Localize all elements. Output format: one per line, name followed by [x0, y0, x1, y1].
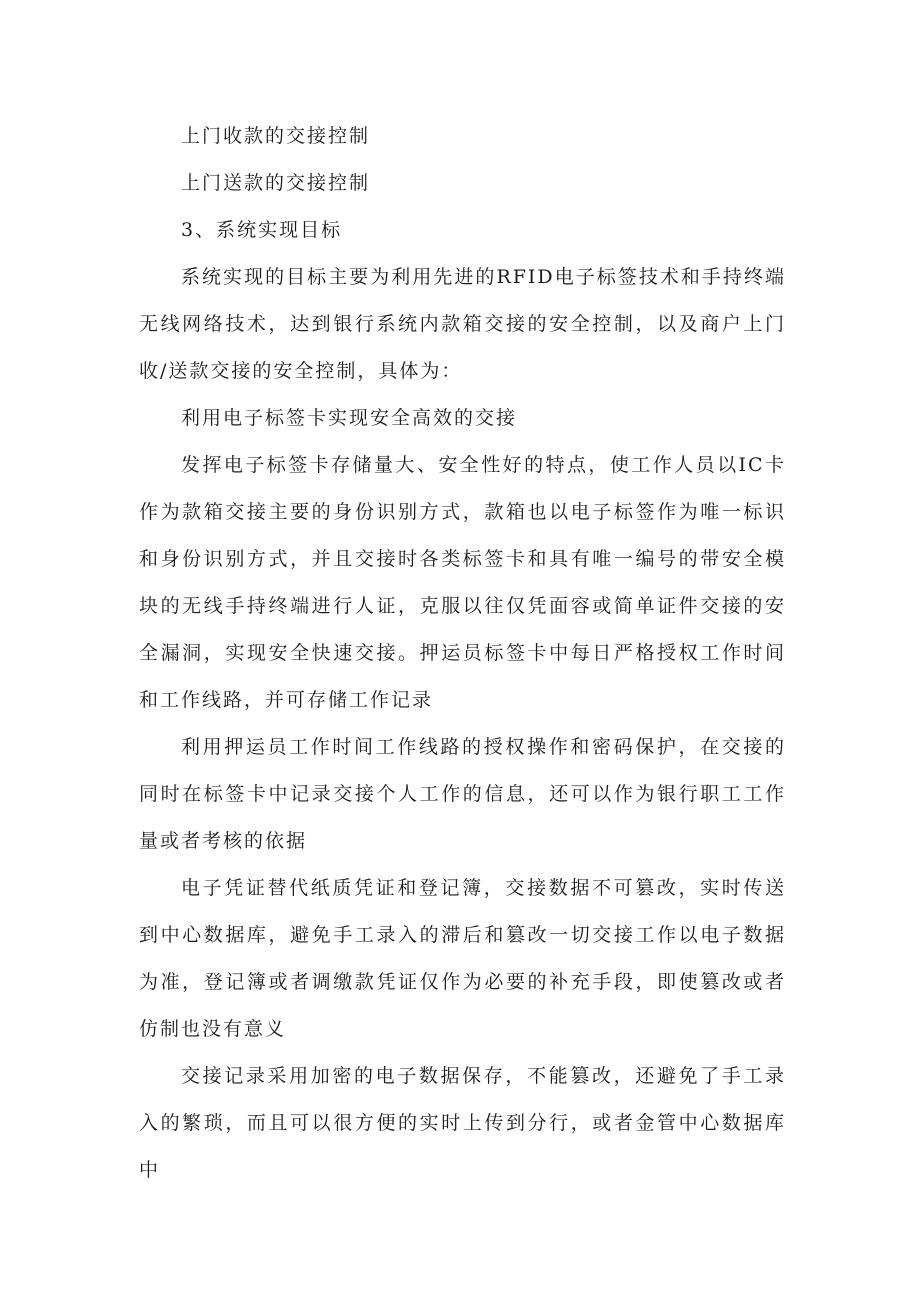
paragraph-encrypted-records: 交接记录采用加密的电子数据保存，不能篡改，还避免了手工录入的繁琐，而且可以很方便的实时上传到分行，或者金管中心数据库中 — [139, 1065, 786, 1181]
paragraph-authorization: 利用押运员工作时间工作线路的授权操作和密码保护，在交接的同时在标签卡中记录交接个人工作的信息，还可以作为银行职工工作量或者考核的依据 — [139, 736, 786, 852]
paragraph-rfid-details: 发挥电子标签卡存储量大、安全性好的特点，使工作人员以IC卡作为款箱交接主要的身份识别方式，款箱也以电子标签作为唯一标识和身份识别方式，并且交接时各类标签卡和具有唯一编号的带安全模块的无线手持终端进行人证，克服以往仅凭面容或简单证件交接的安全漏洞，实现安全快速交接。押运员标签卡中每日严格授权工作时间和工作线路，并可存储工作记录 — [139, 454, 786, 711]
paragraph-rfid-heading: 利用电子标签卡实现安全高效的交接 — [181, 407, 518, 429]
paragraph-collection-control: 上门收款的交接控制 — [181, 125, 371, 147]
section-heading-goals: 3、系统实现目标 — [181, 219, 343, 241]
paragraph-goals-intro: 系统实现的目标主要为利用先进的RFID电子标签技术和手持终端无线网络技术，达到银行系统内款箱交接的安全控制，以及商户上门收/送款交接的安全控制，具体为： — [139, 266, 786, 382]
paragraph-delivery-control: 上门送款的交接控制 — [181, 172, 371, 194]
document-body — [139, 113, 786, 1194]
paragraph-electronic-voucher: 电子凭证替代纸质凭证和登记簿，交接数据不可篡改，实时传送到中心数据库，避免手工录入的滞后和篡改一切交接工作以电子数据为准，登记簿或者调缴款凭证仅作为必要的补充手段，即使篡改或者仿制也没有意义 — [139, 877, 786, 1040]
